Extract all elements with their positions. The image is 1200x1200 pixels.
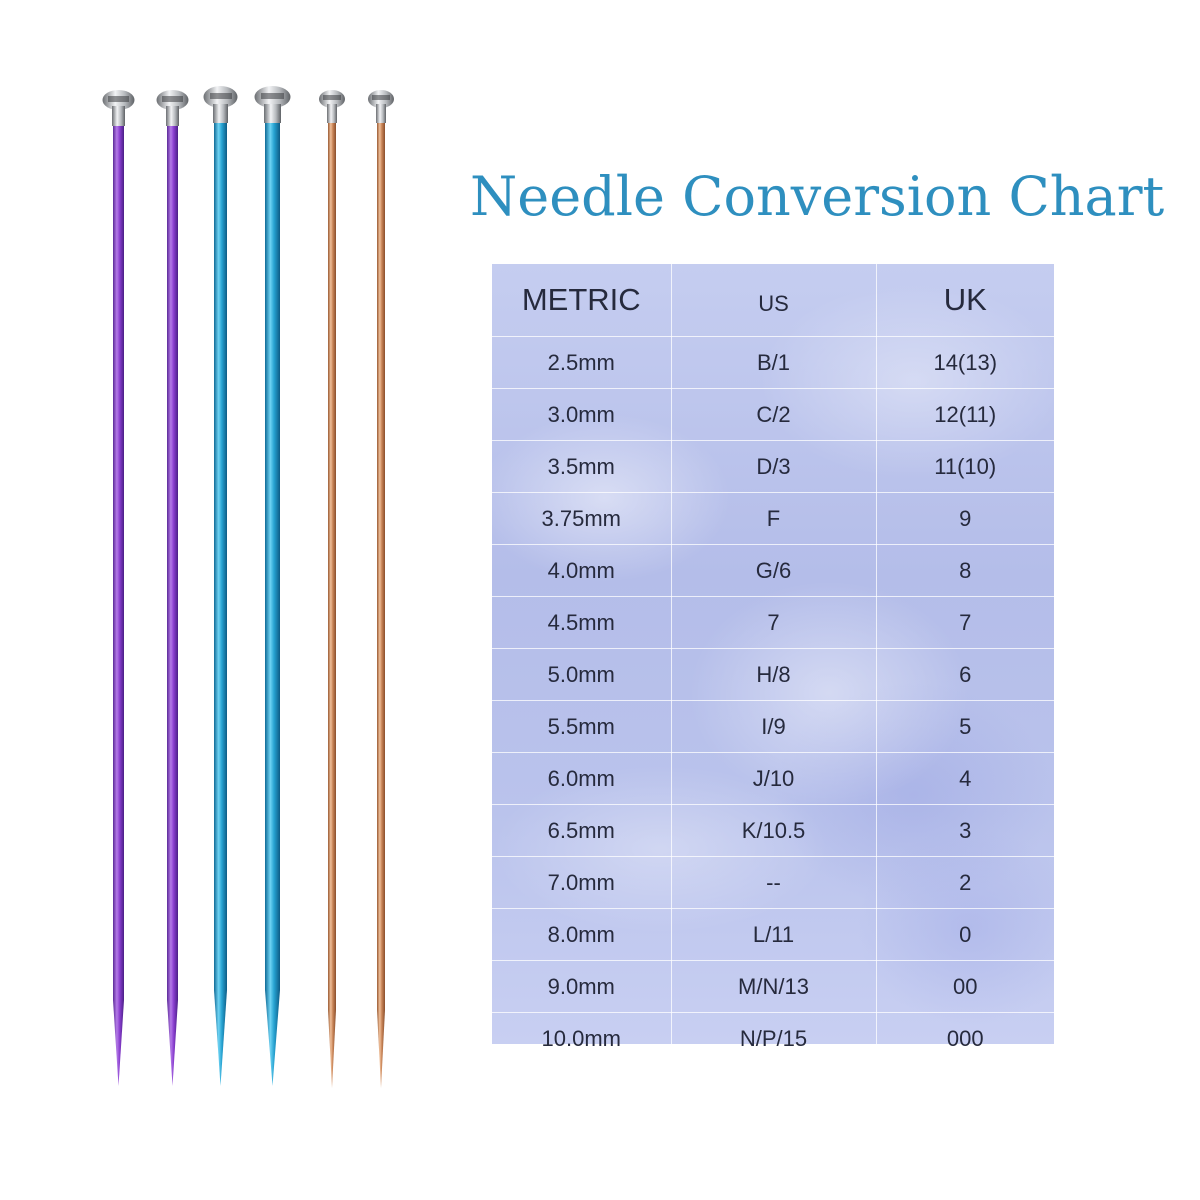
us-cell: K/10.5 (671, 805, 876, 857)
metric-cell: 9.0mm (492, 961, 671, 1013)
metric-cell: 5.0mm (492, 649, 671, 701)
chart-title: Needle Conversion Chart (470, 165, 1165, 228)
uk-cell: 7 (876, 597, 1054, 649)
uk-cell: 2 (876, 857, 1054, 909)
metric-cell: 4.5mm (492, 597, 671, 649)
uk-cell: 9 (876, 493, 1054, 545)
table-row (492, 493, 1054, 545)
table-row (492, 1013, 1054, 1065)
metric-cell: 5.5mm (492, 701, 671, 753)
us-cell: J/10 (671, 753, 876, 805)
table-row (492, 701, 1054, 753)
column-header-metric: METRIC (492, 264, 671, 337)
us-cell: H/8 (671, 649, 876, 701)
table-header-row (492, 264, 1054, 337)
conversion-chart-table (492, 264, 1054, 1051)
table-row (492, 649, 1054, 701)
table-row (492, 857, 1054, 909)
us-cell: D/3 (671, 441, 876, 493)
uk-cell: 11(10) (876, 441, 1054, 493)
table-row (492, 545, 1054, 597)
us-cell: B/1 (671, 337, 876, 389)
needle-copper-1 (319, 90, 345, 1088)
metric-cell: 3.0mm (492, 389, 671, 441)
metric-cell: 10.0mm (492, 1013, 671, 1065)
us-cell: -- (671, 857, 876, 909)
uk-cell: 3 (876, 805, 1054, 857)
metric-cell: 7.0mm (492, 857, 671, 909)
table-row (492, 753, 1054, 805)
us-cell: G/6 (671, 545, 876, 597)
table-row (492, 441, 1054, 493)
needle-copper-2 (368, 90, 394, 1088)
metric-cell: 3.75mm (492, 493, 671, 545)
uk-cell: 14(13) (876, 337, 1054, 389)
metric-cell: 8.0mm (492, 909, 671, 961)
table-row (492, 909, 1054, 961)
uk-cell: 4 (876, 753, 1054, 805)
needle-blue-1 (204, 86, 238, 1086)
column-header-uk: UK (876, 264, 1054, 337)
table-row (492, 389, 1054, 441)
needle-purple-1 (103, 90, 135, 1086)
metric-cell: 6.5mm (492, 805, 671, 857)
metric-cell: 6.0mm (492, 753, 671, 805)
conversion-table (492, 264, 1054, 1064)
uk-cell: 12(11) (876, 389, 1054, 441)
metric-cell: 4.0mm (492, 545, 671, 597)
us-cell: I/9 (671, 701, 876, 753)
uk-cell: 6 (876, 649, 1054, 701)
needle-blue-2 (255, 86, 291, 1086)
knitting-needles-illustration (0, 0, 460, 1200)
needle-purple-2 (157, 90, 189, 1086)
uk-cell: 5 (876, 701, 1054, 753)
us-cell: N/P/15 (671, 1013, 876, 1065)
us-cell: 7 (671, 597, 876, 649)
metric-cell: 3.5mm (492, 441, 671, 493)
uk-cell: 0 (876, 909, 1054, 961)
table-row (492, 597, 1054, 649)
uk-cell: 8 (876, 545, 1054, 597)
table-row (492, 805, 1054, 857)
table-row (492, 961, 1054, 1013)
us-cell: F (671, 493, 876, 545)
us-cell: M/N/13 (671, 961, 876, 1013)
table-row (492, 337, 1054, 389)
metric-cell: 2.5mm (492, 337, 671, 389)
us-cell: C/2 (671, 389, 876, 441)
uk-cell: 00 (876, 961, 1054, 1013)
us-cell: L/11 (671, 909, 876, 961)
column-header-us: US (671, 264, 876, 337)
uk-cell: 000 (946, 1025, 984, 1051)
